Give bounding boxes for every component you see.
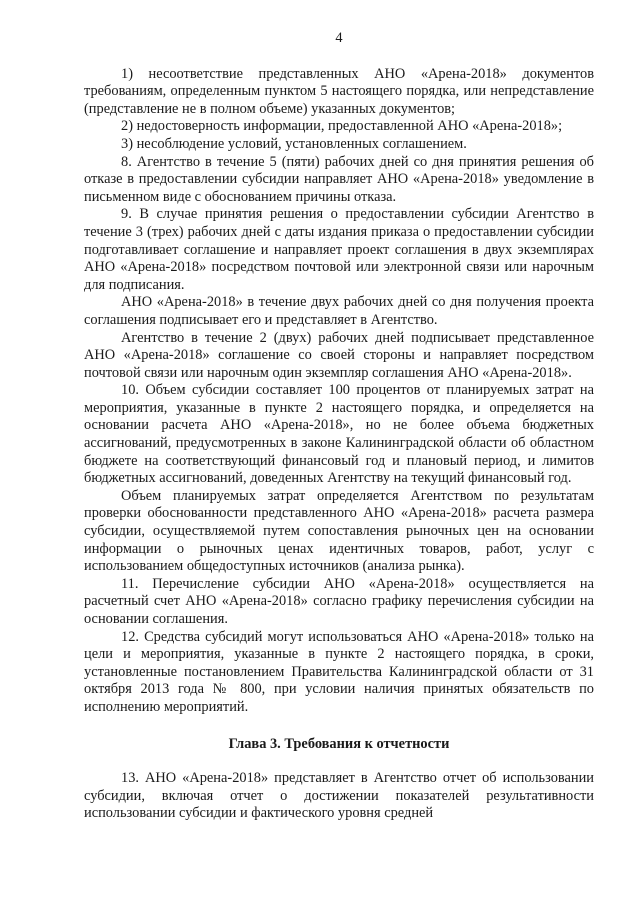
chapter-heading: Глава 3. Требования к отчетности: [228, 735, 450, 752]
paragraph-10-costs: Объем планируемых затрат определяется Агентством по результатам проверки обоснованности представленного АНО «Арена-2018» расчета размера субсидии, осуществляемой путем сопоставления рыночных цен на основании информации о рыночных ценах идентичных товаров, работ, услуг с использованием общедоступных источников (анализа рынка).: [84, 487, 594, 575]
paragraph-8: 8. Агентство в течение 5 (пяти) рабочих дней со дня принятия решения об отказе в предоставлении субсидии направляет АНО «Арена-2018» уведомление в письменном виде с обоснованием причины отказа.: [84, 153, 594, 205]
paragraph-9: 9. В случае принятия решения о предоставлении субсидии Агентство в течение 3 (трех) рабочих дней с даты издания приказа о предоставлении субсидии подготавливает соглашение и направляет проект соглашения в двух экземплярах АНО «Арена-2018» посредством почтовой или электронной связи или нарочным для подписания.: [84, 206, 594, 293]
paragraph-9-agency: Агентство в течение 2 (двух) рабочих дней подписывает представленное АНО «Арена-2018» соглашение со своей стороны и направляет посредством почтовой связи или нарочным один экземпляр соглашения АНО «Арена-2018».: [84, 329, 594, 381]
paragraph-12: 12. Средства субсидий могут использоваться АНО «Арена-2018» только на цели и мероприятия, указанные в пункте 2 настоящего порядка, в сроки, установленные постановлением Правительства Калининградской области от 31 октября 2013 года № 800, при условии наличия принятых обязательств по исполнению мероприятий.: [84, 628, 594, 715]
paragraph-item-2: 2) недостоверность информации, предоставленной АНО «Арена-2018»;: [121, 118, 563, 135]
paragraph-10: 10. Объем субсидии составляет 100 процентов от планируемых затрат на мероприятия, указанные в пункте 2 настоящего порядка, и определяется на основании расчета АНО «Арена-2018», но не более объема бюджетных ассигнований, предусмотренных в законе Калининградской области об областном бюджете на соответствующий финансовый год и плановый период, и лимитов бюджетных ассигнований, доведенных Агентству на текущий финансовый год.: [84, 382, 594, 487]
page-number: 4: [335, 30, 343, 46]
paragraph-item-1: 1) несоответствие представленных АНО «Арена-2018» документов требованиям, определенным пунктом 5 настоящего порядка, или непредставление (представление не в полном объеме) указанных документов;: [84, 65, 594, 117]
document-page: [84, 30, 594, 823]
paragraph-item-3: 3) несоблюдение условий, установленных соглашением.: [121, 135, 467, 152]
paragraph-11: 11. Перечисление субсидии АНО «Арена-2018» осуществляется на расчетный счет АНО «Арена-2018» согласно графику перечисления субсидии на основании соглашения.: [84, 575, 594, 627]
paragraph-13: 13. АНО «Арена-2018» представляет в Агентство отчет об использовании субсидии, включая отчет о достижении показателей результативности использовании субсидии и фактического уровня средней: [84, 770, 594, 822]
paragraph-9-signing: АНО «Арена-2018» в течение двух рабочих дней со дня получения проекта соглашения подписывает его и представляет в Агентство.: [84, 294, 594, 328]
